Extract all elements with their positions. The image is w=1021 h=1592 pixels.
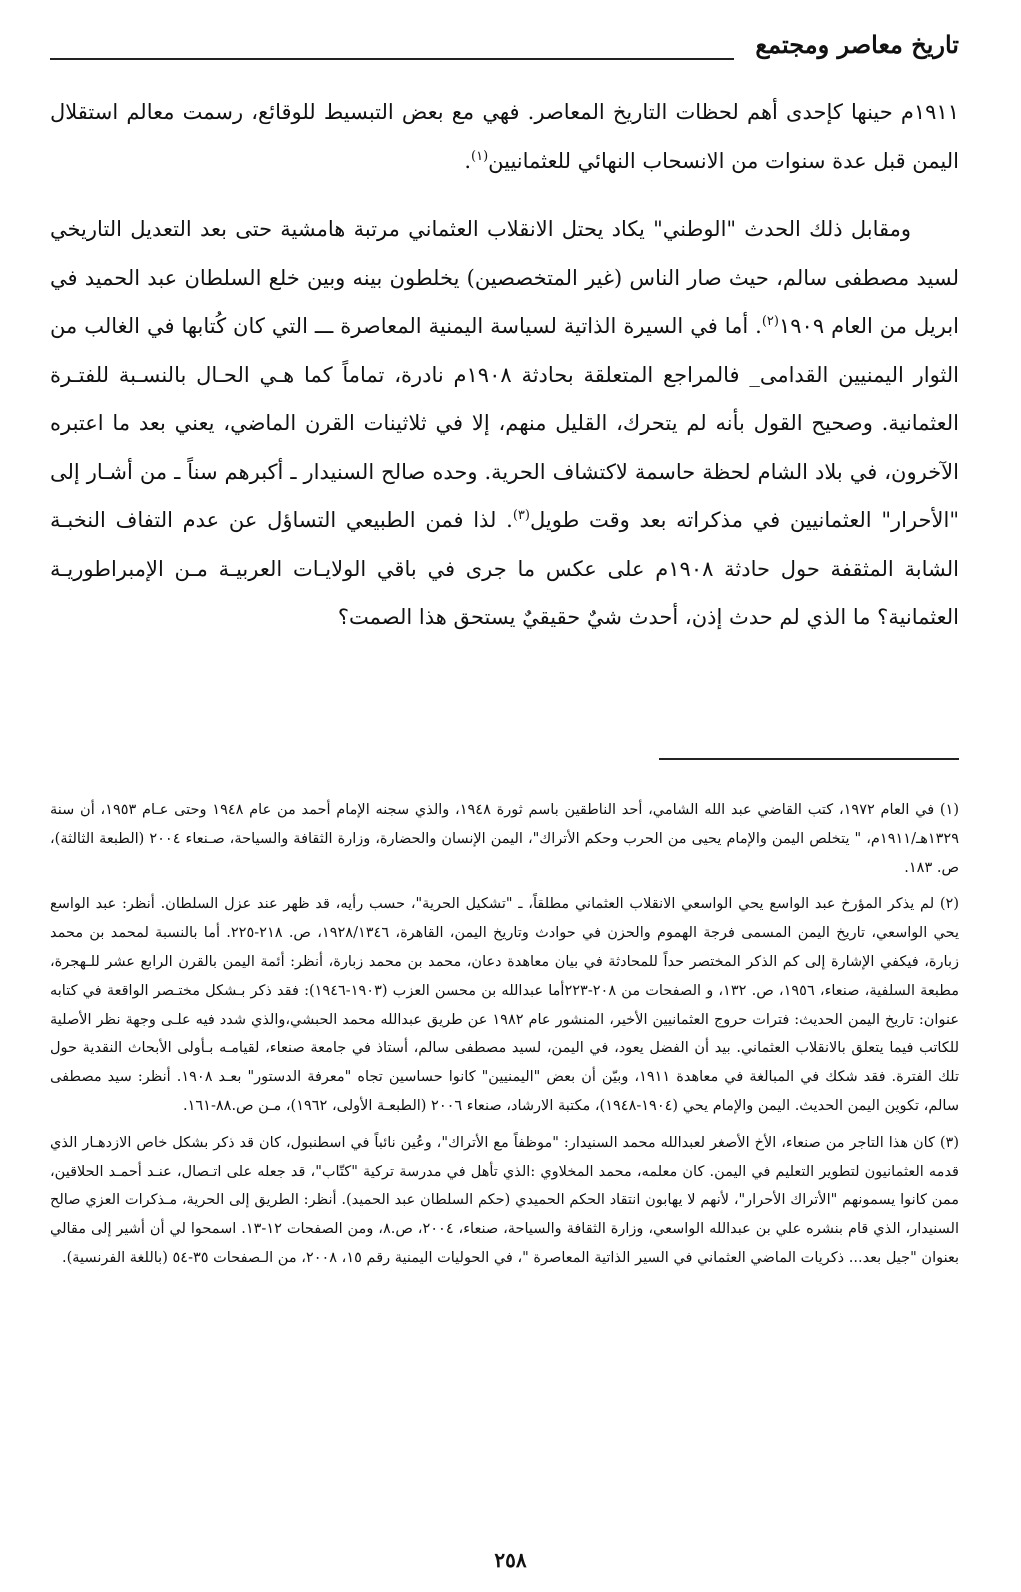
footnote-2: (٢) لم يذكر المؤرخ عبد الواسع يحي الواسعي الانقلاب العثماني مطلقاً، ـ "تشكيل الحرية"، حسب رأيه، قد ظهر عند عزل السلطان. أنظر: عبد الواسع يحي الواسعي، تاريخ اليمن المسمى فرجة الهموم والحزن في حوادث وتاريخ اليمن، القاهرة، ١٩٢٨/١٣٤٦، ص. ٢١٨-٢٢٥. أما بالنسبة لمحمد بن محمد زبارة، فيكفي الإشارة إلى كم الذكر المختصر حداً للمحادثة في بيان معاهدة دعان، محمد بن محمد زبارة، أنظر: أئمة اليمن بالقرن الرابع عشر للـهجرة، مطبعة السلفية، صنعاء، ١٩٥٦، ص. ١٣٢، و الصفحات من ٢٠٨-٢٢٣أما عبدالله بن محسن العزب (١٩٠٣-١٩٤٦): فقد ذكر بـشكل مختـصر الواقعة في كتابه عنوان: تاريخ اليمن الحديث: فترات حروج العثمانيين الأخير، المنشور عام ١٩٨٢ عن طريق عبدالله محمد الحبشي،والذي شدد فيه علـى وجهة نظر الأصلية للكاتب فيما يتعلق بالانقلاب العثماني. بيد أن الفضل يعود، في اليمن، لسيد مصطفى سالم، أستاذ في جامعة صنعاء، لقيامـه بـأولى الأبحاث النقدية حول تلك الفترة. فقد شكك في المبالغة في معاهدة ١٩١١، وبيّن أن بعض "اليمنيين" كانوا حساسين تجاه "معرفة الدستور" بعـد ١٩٠٨. أنظر: سيد مصطفى سالم، تكوين اليمن الحديث. اليمن والإمام يحي (١٩٠٤-١٩٤٨)، مكتبة الارشاد، صنعاء ٢٠٠٦ (الطبعـة الأولى، ١٩٦٢)، مـن ص.٨٨-١٦١. <box>50 896 959 1114</box>
running-header <box>50 30 959 64</box>
header-rule <box>50 58 734 60</box>
header-title: تاريخ معاصر ومجتمع <box>755 30 959 59</box>
footnote-separator <box>659 758 959 760</box>
paragraph-1-end: . <box>464 148 471 173</box>
footnote-3: (٣) كان هذا التاجر من صنعاء، الأخ الأصغر لعبدالله محمد السنيدار: "موظفاً مع الأتراك"، وعُين نائباً في اسطنبول، كان قد ذكر بشكل خاص الازدهـار الذي قدمه العثمانيون لتطوير التعليم في اليمن. كان معلمه، محمد المخلاوي :الذي تأهل في مدرسة تركية "كتّاب"، قد جعله على اتـصال، عنـد أحمـد الحلاقين، ممن كانوا يسمونهم "الأتراك الأحرار"، لأنهم لا يهابون انتقاد الحكم الحميدي (حكم السلطان عبد الحميد). أنظر: الطريق إلى الحرية، مـذكرات العزي صالح السنيدار، الذي قام بنشره علي بن عبدالله الواسعي، وزارة الثقافة والسياحة، صنعاء، ٢٠٠٤، ص.٨، ومن الصفحات ١٢-١٣. اسمحوا لي أن أشير إلى مقالي بعنوان "جيل بعد... ذكريات الماضي العثماني في السير الذاتية المعاصرة "، في الحوليات اليمنية رقم ١٥، ٢٠٠٨، من الـصفحات ٣٥-٥٤ (باللغة الفرنسية). <box>50 1134 960 1266</box>
page-number: ٢٥٨ <box>494 1548 527 1572</box>
footnotes <box>50 796 959 1273</box>
footnote-1: (١) في العام ١٩٧٢، كتب القاضي عبد الله الشامي، أحد الناطقين باسم ثورة ١٩٤٨، والذي سجنه الإمام أحمد من عام ١٩٤٨ وحتى عـام ١٩٥٣، أن سنة ١٣٢٩هـ/١٩١١م، " يتخلص اليمن والإمام يحيى من الحرب وحكم الأتراك"، اليمن الإنسان والحضارة، وزارة الثقافة والسياحة، صـنعاء ٢٠٠٤ (الطبعة الثالثة)، ص. ١٨٣. <box>50 802 960 876</box>
main-text <box>50 88 959 642</box>
paragraph-1-text: ١٩١١م حينها كإحدى أهم لحظات التاريخ المعاصر. فهي مع بعض التبسيط للوقائع، رسمت معالم استقلال اليمن قبل عدة سنوات من الانسحاب النهائي للعثمانيين <box>50 100 959 173</box>
paragraph-2-part-b: . أما في السيرة الذاتية لسياسة اليمنية المعاصرة ـــ التي كان كُتابها في الغالب من الثوار اليمنيين القدامى_ فالمراجع المتعلقة بحادثة ١٩٠٨م نادرة، تماماً كما هـي الحـال بالنسـبة للفتـرة العثمانية. وصحيح القول بأنه لم يتحرك، القليل منهم، إلا في ثلاثينات القرن الماضي، يعني بعد ما اعتبره الآخرون، في بلاد الشام لحظة حاسمة لاكتشاف الحرية. وحده صالح السنيدار ـ أكبرهم سناً ـ من أشـار إلى "الأحرار" العثمانيين في مذكراته بعد وقت طويل <box>50 314 960 532</box>
paragraph-2 <box>50 205 959 642</box>
footnote-ref-1: (١) <box>471 148 489 164</box>
footnote-ref-3: (٣) <box>512 508 530 523</box>
footnote-ref-2: (٢) <box>761 314 779 329</box>
paragraph-1 <box>50 88 959 185</box>
paragraph-2-part-c: . لذا فمن الطبيعي التساؤل عن عدم التفاف النخبـة الشابة المثقفة حول حادثة ١٩٠٨م على عكس ما جرى في باقي الولايـات العربيـة مـن الإمبراطوريـة العثمانية؟ ما الذي لم حدث إذن، أحدث شيٌ حقيقيٌ يستحق هذا الصمت؟ <box>50 508 959 629</box>
paragraph-2-part-a: ومقابل ذلك الحدث "الوطني" يكاد يحتل الانقلاب العثماني مرتبة هامشية حتى بعد التعديل التاريخي لسيد مصطفى سالم، حيث صار الناس (غير المتخصصين) يخلطون بينه وبين خلع السلطان عبد الحميد في ابريل من العام ١٩٠٩ <box>50 217 960 338</box>
